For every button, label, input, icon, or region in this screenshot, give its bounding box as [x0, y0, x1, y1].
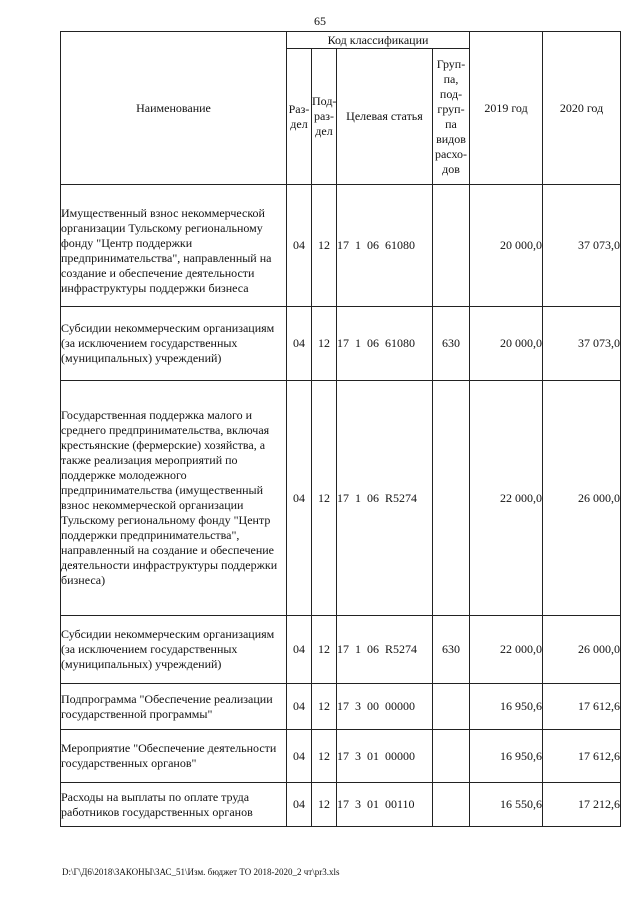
table-row [61, 381, 621, 616]
row-target: 17 3 00 00000 [337, 684, 433, 730]
row-name: Подпрограмма "Обеспечение реализации государственной программы" [61, 684, 287, 730]
row-group: 630 [433, 616, 470, 684]
row-subsection: 12 [312, 616, 337, 684]
file-path-footer: D:\Г\Д6\2018\ЗАКОНЫ\ЗАС_51\Изм. бюджет ТО 2018-2020_2 чт\pr3.xls [62, 867, 340, 877]
row-amount-2020: 37 073,0 [543, 307, 621, 381]
header-name: Наименование [61, 32, 287, 185]
row-amount-2020: 37 073,0 [543, 185, 621, 307]
row-name: Субсидии некоммерческим организациям (за исключением государственных (муниципальных) учреждений) [61, 616, 287, 684]
row-group [433, 381, 470, 616]
row-subsection: 12 [312, 783, 337, 827]
row-amount-2019: 16 550,6 [470, 783, 543, 827]
row-subsection: 12 [312, 684, 337, 730]
table-row [61, 185, 621, 307]
row-amount-2020: 26 000,0 [543, 616, 621, 684]
row-section: 04 [287, 185, 312, 307]
row-section: 04 [287, 307, 312, 381]
row-name: Мероприятие "Обеспечение деятельности государственных органов" [61, 730, 287, 783]
row-section: 04 [287, 684, 312, 730]
table-row [61, 730, 621, 783]
row-group [433, 730, 470, 783]
row-subsection: 12 [312, 730, 337, 783]
row-target: 17 1 06 R5274 [337, 381, 433, 616]
row-subsection: 12 [312, 381, 337, 616]
row-section: 04 [287, 616, 312, 684]
header-classification-code: Код классификации [287, 32, 470, 49]
row-target: 17 1 06 61080 [337, 307, 433, 381]
row-amount-2019: 16 950,6 [470, 684, 543, 730]
row-amount-2020: 17 212,6 [543, 783, 621, 827]
row-group [433, 684, 470, 730]
table-row [61, 684, 621, 730]
header-target-article: Целевая статья [337, 49, 433, 185]
page-number: 65 [314, 14, 326, 28]
row-section: 04 [287, 730, 312, 783]
row-target: 17 1 06 R5274 [337, 616, 433, 684]
row-amount-2020: 17 612,6 [543, 684, 621, 730]
header-subsection [312, 49, 337, 185]
row-amount-2019: 22 000,0 [470, 381, 543, 616]
table-row [61, 783, 621, 827]
row-section: 04 [287, 783, 312, 827]
row-subsection: 12 [312, 307, 337, 381]
row-section: 04 [287, 381, 312, 616]
header-year-2019: 2019 год [470, 32, 543, 185]
row-subsection: 12 [312, 185, 337, 307]
header-section [287, 49, 312, 185]
table-row [61, 616, 621, 684]
header-year-2020: 2020 год [543, 32, 621, 185]
row-group: 630 [433, 307, 470, 381]
table-row [61, 307, 621, 381]
row-amount-2020: 26 000,0 [543, 381, 621, 616]
row-target: 17 3 01 00000 [337, 730, 433, 783]
row-target: 17 1 06 61080 [337, 185, 433, 307]
row-name: Расходы на выплаты по оплате труда работников государственных органов [61, 783, 287, 827]
row-amount-2019: 16 950,6 [470, 730, 543, 783]
budget-table [60, 31, 621, 827]
row-group [433, 185, 470, 307]
row-amount-2019: 20 000,0 [470, 307, 543, 381]
row-target: 17 3 01 00110 [337, 783, 433, 827]
row-name: Государственная поддержка малого и среднего предпринимательства, включая крестьянские (фермерские) хозяйства, а также реализация мероприятий по поддержке молодежного предпринимательства (имущественный взнос некоммерческой организации Тульскому региональному фонду "Центр поддержки предпринимательства", направленный на создание и обеспечение деятельности инфраструктуры поддержки бизнеса) [61, 381, 287, 616]
header-section-label: Раз- дел [288, 101, 310, 131]
header-expense-group [433, 49, 470, 185]
row-amount-2020: 17 612,6 [543, 730, 621, 783]
header-expense-group-label: Груп- па, под- груп- па видов расхо- дов [434, 56, 468, 176]
row-name: Субсидии некоммерческим организациям (за исключением государственных (муниципальных) учреждений) [61, 307, 287, 381]
row-amount-2019: 20 000,0 [470, 185, 543, 307]
row-name: Имущественный взнос некоммерческой организации Тульскому региональному фонду "Центр поддержки предпринимательства", направленный на создание и обеспечение деятельности инфраструктуры поддержки бизнеса [61, 185, 287, 307]
row-group [433, 783, 470, 827]
header-subsection-label: Под- раз- дел [312, 94, 337, 138]
row-amount-2019: 22 000,0 [470, 616, 543, 684]
